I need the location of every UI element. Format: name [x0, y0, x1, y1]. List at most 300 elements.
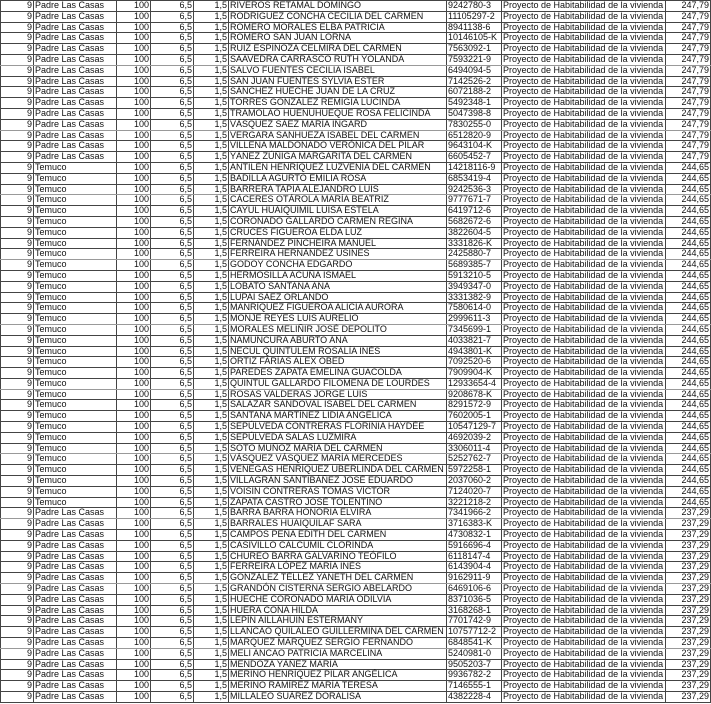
value-a-cell: 6,5 [151, 33, 194, 44]
value-b-cell: 1,5 [194, 584, 229, 595]
table-row [1, 108, 711, 119]
value-a-cell: 6,5 [151, 443, 194, 454]
amount-cell: 237,29 [666, 540, 711, 551]
region-number-cell: 9 [1, 87, 34, 98]
table-row [1, 1, 711, 12]
beneficiary-name-cell: MERINO HENRÍQUEZ PILAR ANGÉLICA [229, 670, 447, 681]
commune-cell: Padre Las Casas [34, 87, 117, 98]
amount-cell: 244,65 [666, 486, 711, 497]
commune-cell: Temuco [34, 476, 117, 487]
rut-cell: 4382228-4 [447, 692, 502, 703]
project-cell: Proyecto de Habitabilidad de la vivienda [502, 216, 666, 227]
region-number-cell: 9 [1, 206, 34, 217]
project-cell: Proyecto de Habitabilidad de la vivienda [502, 584, 666, 595]
value-b-cell: 1,5 [194, 1, 229, 12]
commune-cell: Padre Las Casas [34, 692, 117, 703]
rut-cell: 4730832-1 [447, 530, 502, 541]
project-cell: Proyecto de Habitabilidad de la vivienda [502, 551, 666, 562]
project-cell: Proyecto de Habitabilidad de la vivienda [502, 314, 666, 325]
commune-cell: Temuco [34, 465, 117, 476]
region-number-cell: 9 [1, 659, 34, 670]
percent-cell: 100 [117, 141, 151, 152]
value-b-cell: 1,5 [194, 432, 229, 443]
region-number-cell: 9 [1, 411, 34, 422]
percent-cell: 100 [117, 303, 151, 314]
region-number-cell: 9 [1, 627, 34, 638]
percent-cell: 100 [117, 465, 151, 476]
table-row [1, 346, 711, 357]
percent-cell: 100 [117, 346, 151, 357]
beneficiary-name-cell: MANRÍQUEZ FIGUEROA ALICIA AURORA [229, 303, 447, 314]
table-row [1, 162, 711, 173]
rut-cell: 9643104-K [447, 141, 502, 152]
commune-cell: Temuco [34, 378, 117, 389]
rut-cell: 6848541-K [447, 638, 502, 649]
rut-cell: 9242780-3 [447, 1, 502, 12]
percent-cell: 100 [117, 216, 151, 227]
value-b-cell: 1,5 [194, 605, 229, 616]
table-row [1, 562, 711, 573]
table-row [1, 573, 711, 584]
percent-cell: 100 [117, 378, 151, 389]
percent-cell: 100 [117, 292, 151, 303]
value-b-cell: 1,5 [194, 497, 229, 508]
amount-cell: 244,65 [666, 292, 711, 303]
value-b-cell: 1,5 [194, 465, 229, 476]
project-cell: Proyecto de Habitabilidad de la vivienda [502, 497, 666, 508]
percent-cell: 100 [117, 476, 151, 487]
value-b-cell: 1,5 [194, 573, 229, 584]
value-b-cell: 1,5 [194, 519, 229, 530]
rut-cell: 3221218-2 [447, 497, 502, 508]
percent-cell: 100 [117, 486, 151, 497]
amount-cell: 244,65 [666, 389, 711, 400]
value-b-cell: 1,5 [194, 108, 229, 119]
value-a-cell: 6,5 [151, 87, 194, 98]
beneficiary-name-cell: VERGARA SANHUEZA ISABEL DEL CARMEN [229, 130, 447, 141]
commune-cell: Temuco [34, 227, 117, 238]
project-cell: Proyecto de Habitabilidad de la vivienda [502, 357, 666, 368]
table-row [1, 173, 711, 184]
project-cell: Proyecto de Habitabilidad de la vivienda [502, 11, 666, 22]
table-row [1, 497, 711, 508]
value-b-cell: 1,5 [194, 551, 229, 562]
beneficiary-name-cell: LOBATO SANTANA ANA [229, 281, 447, 292]
rut-cell: 7146555-1 [447, 681, 502, 692]
region-number-cell: 9 [1, 162, 34, 173]
value-a-cell: 6,5 [151, 562, 194, 573]
value-a-cell: 6,5 [151, 357, 194, 368]
beneficiary-name-cell: MERINO RAMÍREZ MARÍA TERESA [229, 681, 447, 692]
region-number-cell: 9 [1, 605, 34, 616]
rut-cell: 7345699-1 [447, 324, 502, 335]
percent-cell: 100 [117, 130, 151, 141]
amount-cell: 244,65 [666, 411, 711, 422]
value-b-cell: 1,5 [194, 389, 229, 400]
value-b-cell: 1,5 [194, 152, 229, 163]
region-number-cell: 9 [1, 519, 34, 530]
value-b-cell: 1,5 [194, 44, 229, 55]
rut-cell: 7580614-0 [447, 303, 502, 314]
project-cell: Proyecto de Habitabilidad de la vivienda [502, 303, 666, 314]
table-row [1, 249, 711, 260]
beneficiary-name-cell: ROSAS VALDERAS JORGE LUIS [229, 389, 447, 400]
rut-cell: 10146105-K [447, 33, 502, 44]
percent-cell: 100 [117, 681, 151, 692]
value-a-cell: 6,5 [151, 681, 194, 692]
beneficiary-name-cell: MENDOZA YÁÑEZ MARÍA [229, 659, 447, 670]
table-row [1, 65, 711, 76]
table-row [1, 303, 711, 314]
value-b-cell: 1,5 [194, 260, 229, 271]
value-a-cell: 6,5 [151, 270, 194, 281]
percent-cell: 100 [117, 508, 151, 519]
table-row [1, 152, 711, 163]
project-cell: Proyecto de Habitabilidad de la vivienda [502, 141, 666, 152]
project-cell: Proyecto de Habitabilidad de la vivienda [502, 368, 666, 379]
value-b-cell: 1,5 [194, 454, 229, 465]
percent-cell: 100 [117, 238, 151, 249]
amount-cell: 244,65 [666, 476, 711, 487]
rut-cell: 2425880-7 [447, 249, 502, 260]
value-a-cell: 6,5 [151, 238, 194, 249]
percent-cell: 100 [117, 638, 151, 649]
amount-cell: 244,65 [666, 497, 711, 508]
rut-cell: 7124020-7 [447, 486, 502, 497]
commune-cell: Padre Las Casas [34, 616, 117, 627]
rut-cell: 5240981-0 [447, 648, 502, 659]
value-a-cell: 6,5 [151, 281, 194, 292]
beneficiary-name-cell: ROMERO SAN JUAN LORNA [229, 33, 447, 44]
beneficiary-name-cell: SANTANA MARTÍNEZ LIDIA ANGÉLICA [229, 411, 447, 422]
table-row [1, 87, 711, 98]
amount-cell: 247,79 [666, 108, 711, 119]
rut-cell: 3716383-K [447, 519, 502, 530]
table-row [1, 238, 711, 249]
value-a-cell: 6,5 [151, 335, 194, 346]
value-b-cell: 1,5 [194, 638, 229, 649]
beneficiary-name-cell: ANTILÉN HENRÍQUEZ LUZVENIA DEL CARMEN [229, 162, 447, 173]
rut-cell: 9777671-7 [447, 195, 502, 206]
value-b-cell: 1,5 [194, 141, 229, 152]
value-b-cell: 1,5 [194, 594, 229, 605]
amount-cell: 244,65 [666, 443, 711, 454]
project-cell: Proyecto de Habitabilidad de la vivienda [502, 573, 666, 584]
amount-cell: 247,79 [666, 119, 711, 130]
beneficiary-name-cell: VÁSQUEZ SÁEZ MARÍA INGARD [229, 119, 447, 130]
value-b-cell: 1,5 [194, 76, 229, 87]
value-a-cell: 6,5 [151, 98, 194, 109]
amount-cell: 244,65 [666, 432, 711, 443]
rut-cell: 8941138-6 [447, 22, 502, 33]
amount-cell: 247,79 [666, 33, 711, 44]
beneficiary-name-cell: GONZÁLEZ TÉLLEZ YANETH DEL CARMEN [229, 573, 447, 584]
value-a-cell: 6,5 [151, 152, 194, 163]
percent-cell: 100 [117, 670, 151, 681]
percent-cell: 100 [117, 76, 151, 87]
table-body [1, 1, 711, 703]
amount-cell: 237,29 [666, 670, 711, 681]
percent-cell: 100 [117, 584, 151, 595]
value-b-cell: 1,5 [194, 98, 229, 109]
percent-cell: 100 [117, 260, 151, 271]
amount-cell: 244,65 [666, 249, 711, 260]
project-cell: Proyecto de Habitabilidad de la vivienda [502, 659, 666, 670]
commune-cell: Padre Las Casas [34, 11, 117, 22]
beneficiary-name-cell: GODOY CONCHA EDGARDO [229, 260, 447, 271]
commune-cell: Padre Las Casas [34, 44, 117, 55]
value-b-cell: 1,5 [194, 227, 229, 238]
commune-cell: Temuco [34, 432, 117, 443]
value-b-cell: 1,5 [194, 162, 229, 173]
amount-cell: 247,79 [666, 44, 711, 55]
beneficiary-name-cell: TRAMOLAO HUENUHUEQUE ROSA FELICINDA [229, 108, 447, 119]
rut-cell: 5972258-1 [447, 465, 502, 476]
value-a-cell: 6,5 [151, 44, 194, 55]
value-b-cell: 1,5 [194, 281, 229, 292]
beneficiary-name-cell: ROMERO MORALES ELBA PATRICIA [229, 22, 447, 33]
beneficiary-name-cell: CHUREO BARRA GALVARINO TEÓFILO [229, 551, 447, 562]
region-number-cell: 9 [1, 378, 34, 389]
table-row [1, 422, 711, 433]
table-row [1, 530, 711, 541]
percent-cell: 100 [117, 368, 151, 379]
beneficiary-name-cell: BADILLA AGURTO EMILIA ROSA [229, 173, 447, 184]
table-row [1, 692, 711, 703]
region-number-cell: 9 [1, 260, 34, 271]
value-a-cell: 6,5 [151, 411, 194, 422]
beneficiary-name-cell: MILLALEO SUÁREZ DORALISA [229, 692, 447, 703]
project-cell: Proyecto de Habitabilidad de la vivienda [502, 324, 666, 335]
rut-cell: 3168268-1 [447, 605, 502, 616]
percent-cell: 100 [117, 616, 151, 627]
project-cell: Proyecto de Habitabilidad de la vivienda [502, 184, 666, 195]
value-b-cell: 1,5 [194, 335, 229, 346]
table-row [1, 357, 711, 368]
beneficiary-name-cell: BARRERA TAPIA ALEJANDRO LUIS [229, 184, 447, 195]
value-b-cell: 1,5 [194, 627, 229, 638]
rut-cell: 7092520-6 [447, 357, 502, 368]
region-number-cell: 9 [1, 303, 34, 314]
region-number-cell: 9 [1, 454, 34, 465]
value-b-cell: 1,5 [194, 119, 229, 130]
rut-cell: 6494094-5 [447, 65, 502, 76]
percent-cell: 100 [117, 422, 151, 433]
region-number-cell: 9 [1, 368, 34, 379]
region-number-cell: 9 [1, 497, 34, 508]
project-cell: Proyecto de Habitabilidad de la vivienda [502, 195, 666, 206]
amount-cell: 247,79 [666, 11, 711, 22]
region-number-cell: 9 [1, 486, 34, 497]
commune-cell: Temuco [34, 368, 117, 379]
commune-cell: Temuco [34, 443, 117, 454]
project-cell: Proyecto de Habitabilidad de la vivienda [502, 98, 666, 109]
value-b-cell: 1,5 [194, 562, 229, 573]
commune-cell: Padre Las Casas [34, 551, 117, 562]
beneficiary-name-cell: VENEGAS HENRÍQUEZ UBERLINDA DEL CARMEN [229, 465, 447, 476]
rut-cell: 6512820-9 [447, 130, 502, 141]
value-b-cell: 1,5 [194, 357, 229, 368]
table-row [1, 270, 711, 281]
value-a-cell: 6,5 [151, 227, 194, 238]
amount-cell: 244,65 [666, 260, 711, 271]
value-b-cell: 1,5 [194, 400, 229, 411]
beneficiary-name-cell: SOTO MUÑOZ MARÍA DEL CARMEN [229, 443, 447, 454]
value-a-cell: 6,5 [151, 638, 194, 649]
table-row [1, 292, 711, 303]
table-row [1, 605, 711, 616]
rut-cell: 10547129-7 [447, 422, 502, 433]
value-b-cell: 1,5 [194, 530, 229, 541]
percent-cell: 100 [117, 98, 151, 109]
amount-cell: 237,29 [666, 573, 711, 584]
value-b-cell: 1,5 [194, 692, 229, 703]
region-number-cell: 9 [1, 270, 34, 281]
region-number-cell: 9 [1, 476, 34, 487]
table-row [1, 98, 711, 109]
percent-cell: 100 [117, 119, 151, 130]
commune-cell: Temuco [34, 195, 117, 206]
value-a-cell: 6,5 [151, 486, 194, 497]
region-number-cell: 9 [1, 432, 34, 443]
table-row [1, 411, 711, 422]
percent-cell: 100 [117, 594, 151, 605]
project-cell: Proyecto de Habitabilidad de la vivienda [502, 486, 666, 497]
value-a-cell: 6,5 [151, 659, 194, 670]
commune-cell: Temuco [34, 292, 117, 303]
rut-cell: 3949347-0 [447, 281, 502, 292]
project-cell: Proyecto de Habitabilidad de la vivienda [502, 130, 666, 141]
percent-cell: 100 [117, 497, 151, 508]
project-cell: Proyecto de Habitabilidad de la vivienda [502, 65, 666, 76]
beneficiary-name-cell: TORRES GONZÁLEZ REMIGIA LUCINDA [229, 98, 447, 109]
beneficiary-name-cell: SALAZAR SANDOVAL ISABEL DEL CARMEN [229, 400, 447, 411]
amount-cell: 237,29 [666, 648, 711, 659]
value-a-cell: 6,5 [151, 108, 194, 119]
beneficiary-name-cell: SEPÚLVEDA SALAS LUZMIRA [229, 432, 447, 443]
value-b-cell: 1,5 [194, 216, 229, 227]
amount-cell: 244,65 [666, 206, 711, 217]
beneficiary-name-cell: VILLENA MALDONADO VERÓNICA DEL PILAR [229, 141, 447, 152]
value-b-cell: 1,5 [194, 130, 229, 141]
amount-cell: 247,79 [666, 54, 711, 65]
commune-cell: Padre Las Casas [34, 119, 117, 130]
percent-cell: 100 [117, 335, 151, 346]
commune-cell: Temuco [34, 422, 117, 433]
table-row [1, 119, 711, 130]
project-cell: Proyecto de Habitabilidad de la vivienda [502, 389, 666, 400]
beneficiary-name-cell: HUERA CONA HILDA [229, 605, 447, 616]
beneficiary-name-cell: SÁNCHEZ HUECHE JUAN DE LA CRUZ [229, 87, 447, 98]
value-b-cell: 1,5 [194, 443, 229, 454]
commune-cell: Temuco [34, 497, 117, 508]
commune-cell: Padre Las Casas [34, 108, 117, 119]
project-cell: Proyecto de Habitabilidad de la vivienda [502, 346, 666, 357]
rut-cell: 7830255-0 [447, 119, 502, 130]
table-row [1, 141, 711, 152]
table-row [1, 76, 711, 87]
region-number-cell: 9 [1, 422, 34, 433]
beneficiary-name-cell: RUIZ ESPINOZA CELMIRA DEL CARMEN [229, 44, 447, 55]
project-cell: Proyecto de Habitabilidad de la vivienda [502, 648, 666, 659]
table-row [1, 130, 711, 141]
table-row [1, 260, 711, 271]
value-b-cell: 1,5 [194, 540, 229, 551]
table-row [1, 368, 711, 379]
rut-cell: 6118147-4 [447, 551, 502, 562]
percent-cell: 100 [117, 195, 151, 206]
project-cell: Proyecto de Habitabilidad de la vivienda [502, 638, 666, 649]
percent-cell: 100 [117, 530, 151, 541]
rut-cell: 7563092-1 [447, 44, 502, 55]
amount-cell: 244,65 [666, 378, 711, 389]
table-row [1, 670, 711, 681]
commune-cell: Temuco [34, 303, 117, 314]
value-a-cell: 6,5 [151, 11, 194, 22]
commune-cell: Padre Las Casas [34, 130, 117, 141]
beneficiary-name-cell: ORTIZ FARÍAS ALEX OBED [229, 357, 447, 368]
percent-cell: 100 [117, 152, 151, 163]
region-number-cell: 9 [1, 130, 34, 141]
commune-cell: Temuco [34, 454, 117, 465]
rut-cell: 7142526-2 [447, 76, 502, 87]
beneficiary-name-cell: RODRÍGUEZ CONCHA CECILIA DEL CARMEN [229, 11, 447, 22]
amount-cell: 247,79 [666, 141, 711, 152]
percent-cell: 100 [117, 314, 151, 325]
commune-cell: Temuco [34, 346, 117, 357]
region-number-cell: 9 [1, 648, 34, 659]
commune-cell: Padre Las Casas [34, 141, 117, 152]
rut-cell: 6605452-7 [447, 152, 502, 163]
rut-cell: 2037060-2 [447, 476, 502, 487]
commune-cell: Temuco [34, 270, 117, 281]
rut-cell: 4692039-2 [447, 432, 502, 443]
region-number-cell: 9 [1, 141, 34, 152]
table-row [1, 648, 711, 659]
value-b-cell: 1,5 [194, 249, 229, 260]
region-number-cell: 9 [1, 616, 34, 627]
commune-cell: Padre Las Casas [34, 605, 117, 616]
table-row [1, 443, 711, 454]
beneficiary-name-cell: MONJE REYES LUIS AURELIO [229, 314, 447, 325]
percent-cell: 100 [117, 1, 151, 12]
project-cell: Proyecto de Habitabilidad de la vivienda [502, 422, 666, 433]
commune-cell: Padre Las Casas [34, 65, 117, 76]
beneficiary-name-cell: VOISIN CONTRERAS TOMÁS VÍCTOR [229, 486, 447, 497]
value-a-cell: 6,5 [151, 260, 194, 271]
value-a-cell: 6,5 [151, 292, 194, 303]
project-cell: Proyecto de Habitabilidad de la vivienda [502, 465, 666, 476]
value-a-cell: 6,5 [151, 303, 194, 314]
rut-cell: 8291572-9 [447, 400, 502, 411]
value-b-cell: 1,5 [194, 378, 229, 389]
value-a-cell: 6,5 [151, 400, 194, 411]
table-row [1, 33, 711, 44]
region-number-cell: 9 [1, 11, 34, 22]
project-cell: Proyecto de Habitabilidad de la vivienda [502, 508, 666, 519]
percent-cell: 100 [117, 692, 151, 703]
rut-cell: 5252762-7 [447, 454, 502, 465]
table-row [1, 638, 711, 649]
value-a-cell: 6,5 [151, 508, 194, 519]
project-cell: Proyecto de Habitabilidad de la vivienda [502, 270, 666, 281]
region-number-cell: 9 [1, 281, 34, 292]
value-b-cell: 1,5 [194, 22, 229, 33]
value-a-cell: 6,5 [151, 605, 194, 616]
value-a-cell: 6,5 [151, 368, 194, 379]
table-row [1, 454, 711, 465]
rut-cell: 5689385-7 [447, 260, 502, 271]
